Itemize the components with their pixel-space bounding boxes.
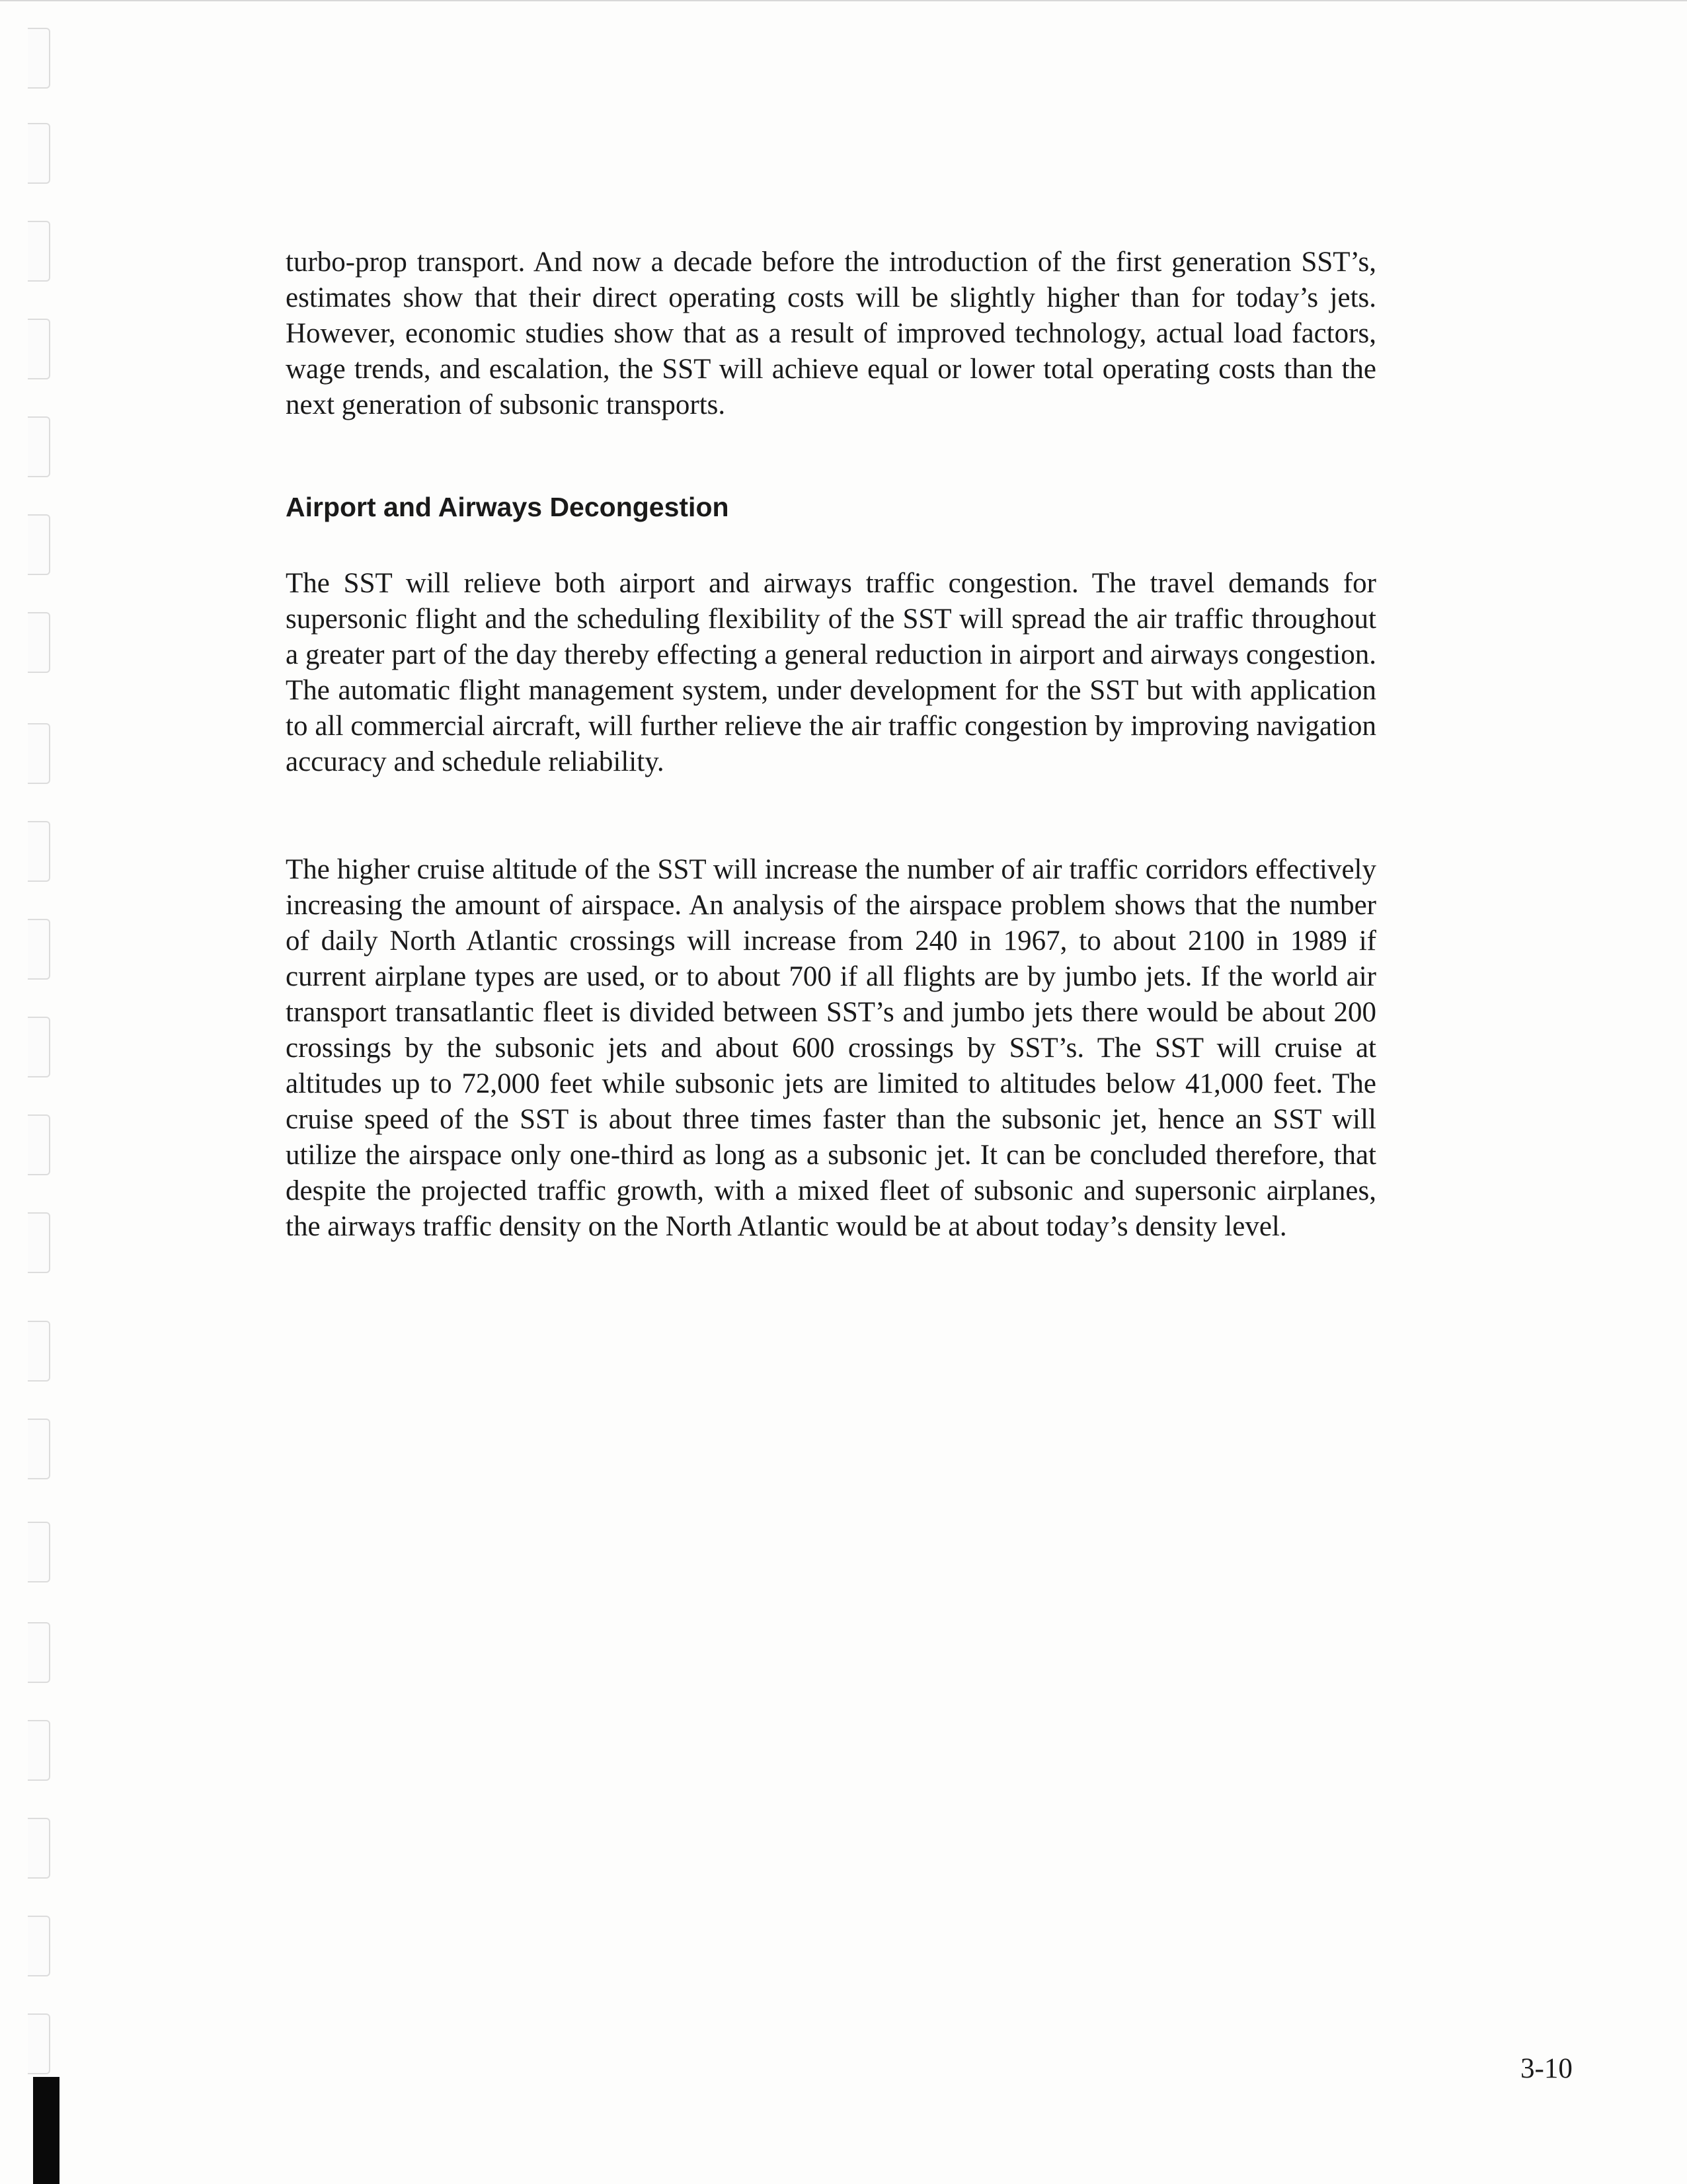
binding-hole [28,28,50,89]
binding-hole [28,1212,50,1273]
paragraph-congestion: The SST will relieve both airport and airways traffic congestion. The travel demands for supersonic flight and the scheduling flexibility of the SST will spread the air traffic throughout a greater part of the day thereby effecting a general reduction in airport and airways congestion. The automatic flight management system, under development for the SST but with application to all commercial aircraft, will further relieve the air traffic congestion by improving navigation accuracy and schedule reliability. [286,568,1376,777]
binding-hole [28,1522,50,1582]
binding-hole [28,723,50,784]
binding-hole [28,2013,50,2074]
paragraph-airspace: The higher cruise altitude of the SST will increase the number of air traffic corridors effectively increasing the amount of airspace. An analysis of the airspace problem shows that the number of daily North Atlantic crossings will increase from 240 in 1967, to about 2100 in 1989 if current airplane types are used, or to about 700 if all flights are by jumbo jets. If the world air transport transatlantic fleet is divided between SST’s and jumbo jets there would be about 200 crossings by the subsonic jets and about 600 crossings by SST’s. The SST will cruise at altitudes up to 72,000 feet while subsonic jets are limited to altitudes below 41,000 feet. The cruise speed of the SST is about three times faster than the subsonic jet, hence an SST will utilize the airspace only one-third as long as a subsonic jet. It can be concluded therefore, that despite the projected traffic growth, with a mixed fleet of subsonic and supersonic airplanes, the airways traffic density on the North Atlantic would be at about today’s density level. [286,854,1376,1242]
binding-hole [28,1419,50,1479]
registration-mark [33,2077,59,2184]
binding-hole [28,1017,50,1077]
page-number: 3-10 [1520,2053,1573,2084]
binding-hole [28,1114,50,1175]
binding-hole [28,1916,50,1976]
binding-hole [28,416,50,477]
section-heading: Airport and Airways Decongestion [286,492,729,522]
binding-hole [28,221,50,282]
binding-hole [28,123,50,184]
binding-hole [28,821,50,882]
binding-hole [28,1321,50,1382]
paragraph-operating-costs: turbo-prop transport. And now a decade before the introduction of the first generation SST’s, estimates show that their direct operating costs will be slightly higher than for today’s jets. However, economic studies show that as a result of improved technology, actual load factors, wage trends, and escalation, the SST will achieve equal or lower total operating costs than the next generation of subsonic transports. [286,247,1376,420]
binding-hole [28,1720,50,1781]
binding-hole [28,1622,50,1683]
binding-hole [28,514,50,575]
binding-hole [28,319,50,379]
binding-hole [28,612,50,673]
binding-hole [28,919,50,980]
binding-hole [28,1818,50,1879]
